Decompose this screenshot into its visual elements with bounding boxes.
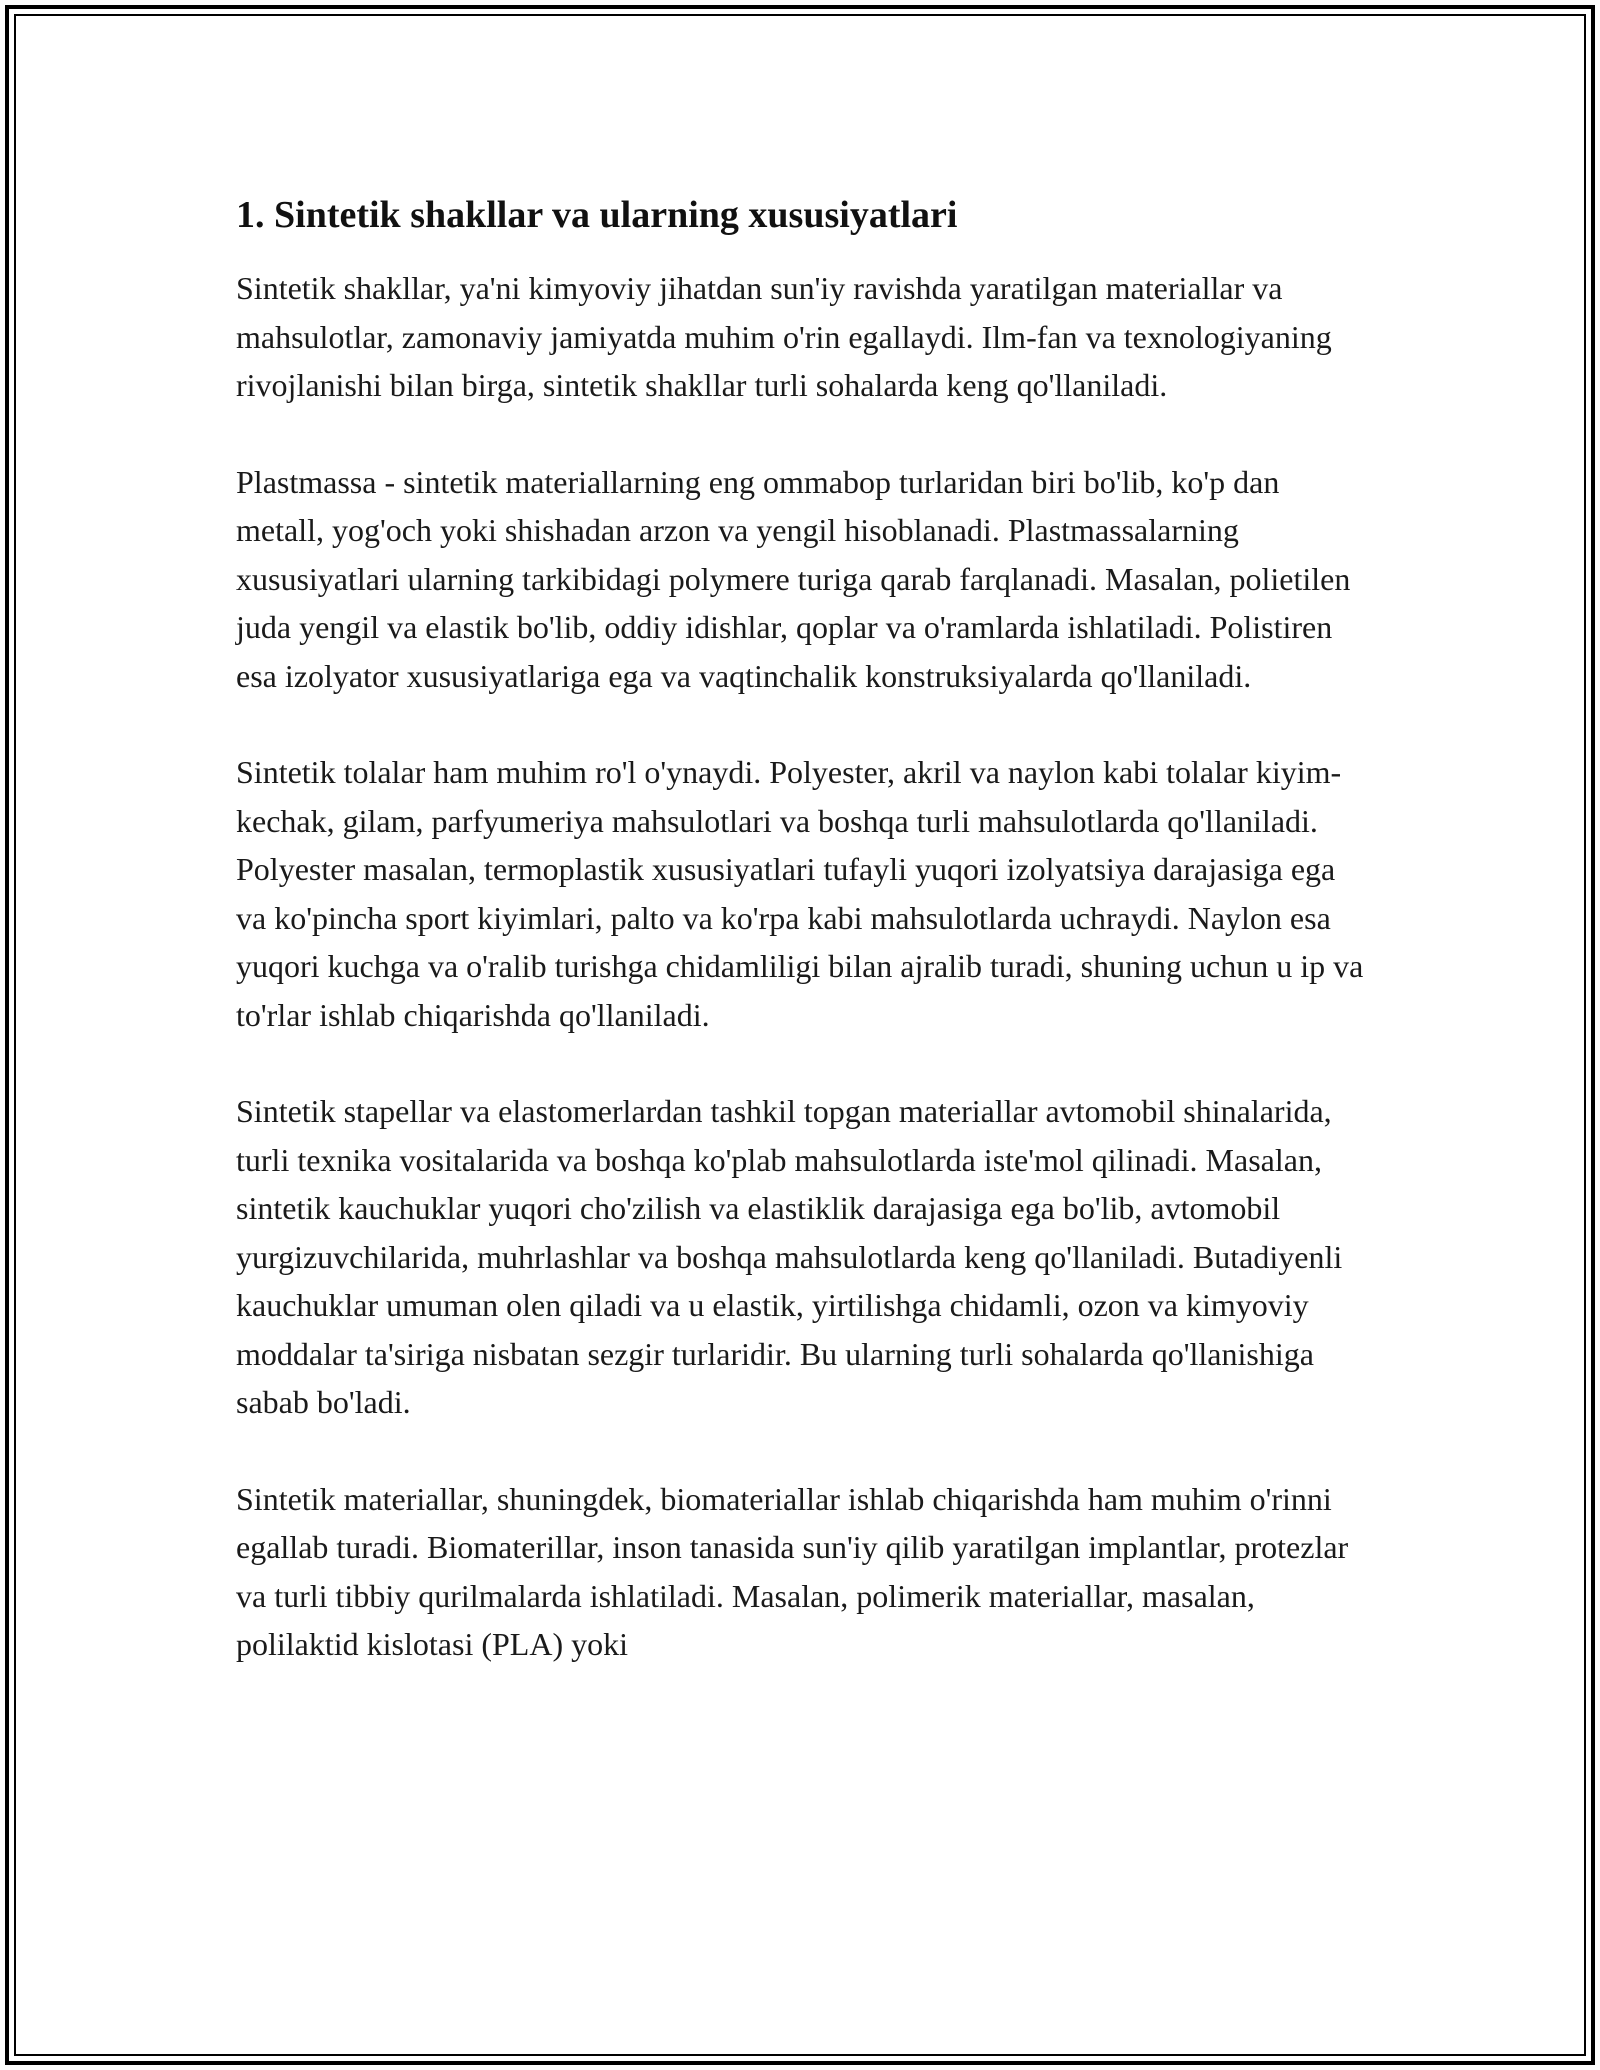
paragraph-2: Plastmassa - sintetik materiallarning eng ommabop turlaridan biri bo'lib, ko'p dan metall, yog'och yoki shishadan arzon va yengil hisoblanadi. Plastmassalarning xususiyatlari ularning tarkibidagi polymere turiga qarab farqlanadi. Masalan, polietilen juda yengil va elastik bo'lib, oddiy idishlar, qoplar va o'ramlarda ishlatiladi. Polistiren esa izolyator xususiyatlariga ega va vaqtinchalik konstruksiyalarda qo'llaniladi.	[236, 463, 1351, 694]
paragraph-3: Sintetik tolalar ham muhim ro'l o'ynaydi. Polyester, akril va naylon kabi tolalar kiyim-kechak, gilam, parfyumeriya mahsulotlari va boshqa turli mahsulotlarda qo'llaniladi. Polyester masalan, termoplastik xususiyatlari tufayli yuqori izolyatsiya darajasiga ega va ko'pincha sport kiyimlari, palto va ko'rpa kabi mahsulotlarda uchraydi. Naylon esa yuqori kuchga va o'ralib turishga chidamliligi bilan ajralib turadi, shuning uchun u ip va to'rlar ishlab chiqarishda qo'llaniladi.	[236, 754, 1364, 1033]
paragraph-1: Sintetik shakllar, ya'ni kimyoviy jihatdan sun'iy ravishda yaratilgan materiallar va mahsulotlar, zamonaviy jamiyatda muhim o'rin egallaydi. Ilm-fan va texnologiyaning rivojlanishi bilan birga, sintetik shakllar turli sohalarda keng qo'llaniladi.	[236, 270, 1332, 403]
section-heading: 1. Sintetik shakllar va ularning xususiyatlari	[236, 194, 958, 236]
paragraph-5: Sintetik materiallar, shuningdek, biomateriallar ishlab chiqarishda ham muhim o'rinni egallab turadi. Biomaterillar, inson tanasida sun'iy qilib yaratilgan implantlar, protezlar va turli tibbiy qurilmalarda ishlatiladi. Masalan, polimerik materiallar, masalan, polilaktid kislotasi (PLA) yoki	[236, 1480, 1349, 1662]
document-body	[236, 188, 1366, 1669]
paragraph-4: Sintetik stapellar va elastomerlardan tashkil topgan materiallar avtomobil shinalarida, turli texnika vositalarida va boshqa ko'plab mahsulotlarda iste'mol qilinadi. Masalan, sintetik kauchuklar yuqori cho'zilish va elastiklik darajasiga ega bo'lib, avtomobil yurgizuvchilarida, muhrlashlar va boshqa mahsulotlarda keng qo'llaniladi. Butadiyenli kauchuklar umuman olen qiladi va u elastik, yirtilishga chidamli, ozon va kimyoviy moddalar ta'siriga nisbatan sezgir turlaridir. Bu ularning turli sohalarda qo'llanishiga sabab bo'ladi.	[236, 1093, 1343, 1420]
